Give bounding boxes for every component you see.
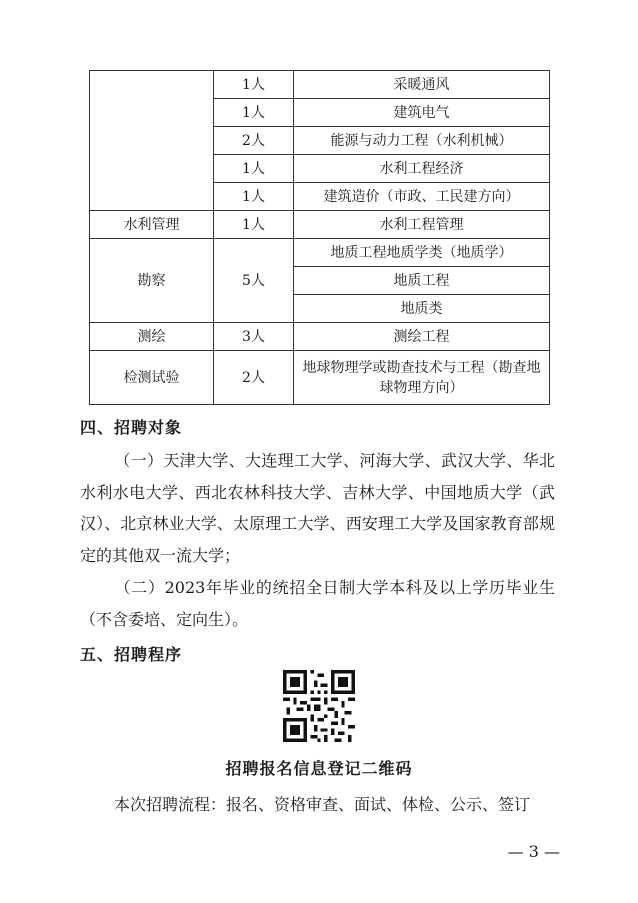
major-cell: 采暖通风 [294, 71, 550, 99]
paragraph-text: （一）天津大学、大连理工大学、河海大学、武汉大学、华北水利水电大学、西北农林科技大学、吉林大学、中国地质大学（武汉）、北京林业大学、太原理工大学、西安理工大学及国家教育部规定的其他双一流大学； [80, 451, 555, 565]
paragraph-text: 本次招聘流程：报名、资格审查、面试、体检、公示、签订 [114, 795, 531, 814]
major-cell: 地质类 [294, 295, 550, 323]
paragraph [80, 572, 555, 635]
paragraph-text: （二）2023年毕业的统招全日制大学本科及以上学历毕业生（不含委培、定向生）。 [80, 578, 555, 629]
qr-caption: 招聘报名信息登记二维码 [225, 759, 413, 778]
table-row [90, 323, 550, 351]
table-row [90, 71, 550, 99]
count-cell: 1人 [214, 211, 294, 239]
table-row [90, 351, 550, 405]
section-heading: 四、招聘对象 [80, 418, 183, 437]
table-row [90, 211, 550, 239]
paragraph [80, 445, 555, 571]
qr-code-icon[interactable] [283, 670, 355, 742]
dept-cell: 测绘 [90, 323, 214, 351]
count-cell: 2人 [214, 351, 294, 405]
major-cell: 水利工程管理 [294, 211, 550, 239]
paragraph [80, 792, 560, 815]
section-heading: 五、招聘程序 [80, 645, 183, 664]
count-cell: 1人 [214, 155, 294, 183]
page-number: — 3 — [507, 842, 560, 861]
major-cell: 地质工程地质学类（地质学） [294, 239, 550, 267]
dept-cell [90, 71, 214, 211]
major-cell: 水利工程经济 [294, 155, 550, 183]
count-cell: 2人 [214, 127, 294, 155]
table-row [90, 239, 550, 267]
major-cell: 能源与动力工程（水利机械） [294, 127, 550, 155]
count-cell: 1人 [214, 183, 294, 211]
dept-cell: 勘察 [90, 239, 214, 323]
major-cell: 测绘工程 [294, 323, 550, 351]
count-cell: 3人 [214, 323, 294, 351]
count-cell: 1人 [214, 71, 294, 99]
major-cell: 建筑造价（市政、工民建方向） [294, 183, 550, 211]
major-cell: 地球物理学或勘查技术与工程（勘查地球物理方向） [294, 351, 550, 405]
major-cell: 地质工程 [294, 267, 550, 295]
dept-cell: 检测试验 [90, 351, 214, 405]
count-cell: 5人 [214, 239, 294, 323]
dept-cell: 水利管理 [90, 211, 214, 239]
count-cell: 1人 [214, 99, 294, 127]
recruitment-table [89, 70, 550, 405]
major-cell: 建筑电气 [294, 99, 550, 127]
